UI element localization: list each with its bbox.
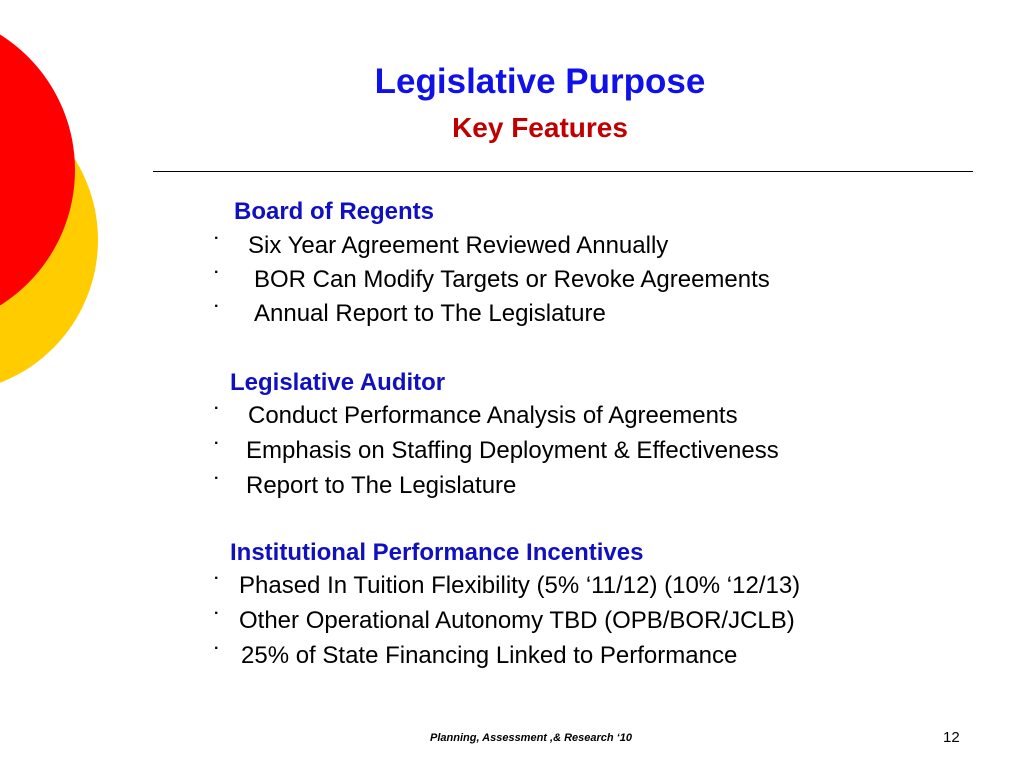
bullet-item — [214, 264, 770, 294]
bullet-item — [214, 435, 779, 465]
bullet-text: Emphasis on Staffing Deployment & Effectiveness — [246, 437, 779, 464]
bullet-mark: · — [214, 470, 220, 487]
section-heading-institutional-performance-incentives: Institutional Performance Incentives — [230, 539, 644, 566]
bullet-mark: · — [214, 400, 220, 417]
bullet-text: Other Operational Autonomy TBD (OPB/BOR/JCLB) — [239, 607, 795, 634]
slide-subtitle: Key Features — [452, 112, 628, 143]
bullet-text: Annual Report to The Legislature — [254, 300, 606, 327]
bullet-text: Six Year Agreement Reviewed Annually — [248, 232, 669, 259]
bullet-mark: · — [214, 640, 220, 657]
bullet-mark: · — [214, 264, 220, 281]
bullet-item — [214, 470, 517, 500]
bullet-item — [214, 605, 795, 635]
title-divider — [153, 171, 973, 172]
bullet-text: BOR Can Modify Targets or Revoke Agreements — [254, 266, 770, 293]
page-number: 12 — [943, 729, 960, 746]
bullet-text: Phased In Tuition Flexibility (5% ‘11/12) (10% ‘12/13) — [239, 572, 801, 599]
section-heading-legislative-auditor: Legislative Auditor — [230, 369, 446, 396]
footer-text: Planning, Assessment ,& Research ‘10 — [430, 732, 632, 744]
bullet-mark: · — [214, 570, 220, 587]
bullet-mark: · — [214, 230, 220, 247]
section-heading-board-of-regents: Board of Regents — [234, 198, 435, 225]
bullet-item — [214, 640, 738, 670]
bullet-text: Conduct Performance Analysis of Agreements — [248, 402, 738, 429]
decorative-circles-graphic — [0, 0, 110, 400]
bullet-mark: · — [214, 605, 220, 622]
bullet-item — [214, 570, 801, 600]
slide-title: Legislative Purpose — [374, 62, 706, 101]
bullet-mark: · — [214, 435, 220, 452]
bullet-text: Report to The Legislature — [246, 472, 517, 499]
bullet-item — [214, 230, 669, 260]
bullet-item — [214, 298, 606, 328]
bullet-text: 25% of State Financing Linked to Performance — [241, 642, 738, 669]
bullet-mark: · — [214, 298, 220, 315]
bullet-item — [214, 400, 738, 430]
